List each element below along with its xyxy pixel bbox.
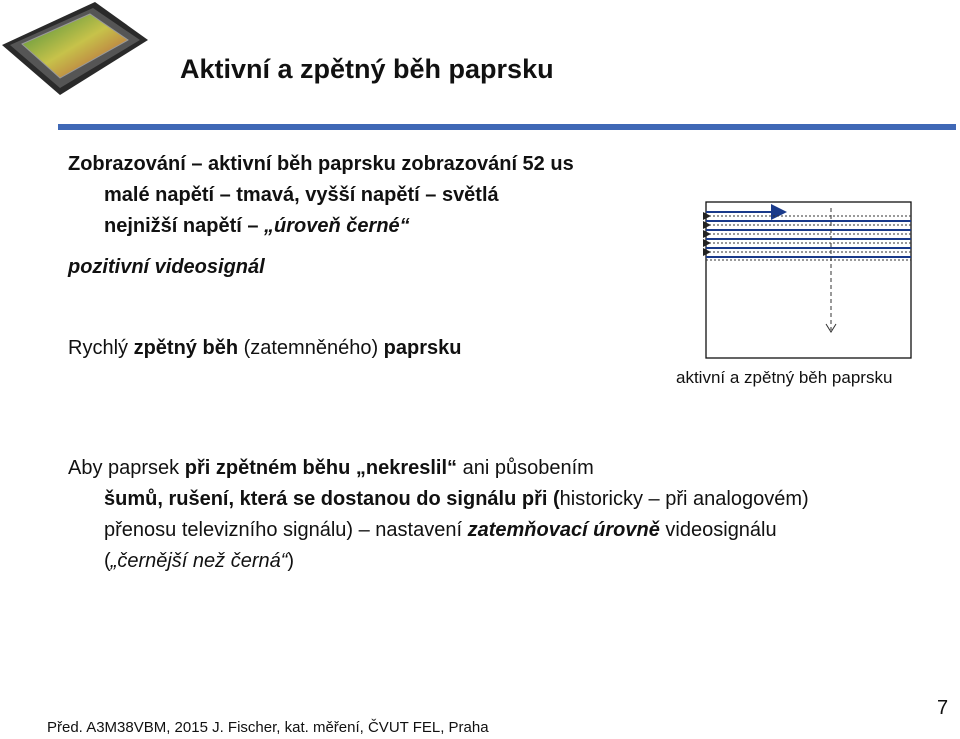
text-line-3-bold: nejnižší napětí –	[104, 215, 265, 237]
line9-a: (	[104, 550, 111, 572]
text-line-5	[68, 337, 461, 360]
line5-bold2: paprsku	[383, 337, 462, 359]
line7-b: historicky – při analogovém)	[559, 488, 809, 510]
raster-scan-diagram	[700, 200, 915, 360]
page-number: 7	[937, 697, 949, 719]
line6-b: při zpětném běhu „nekreslil“	[184, 457, 458, 479]
footer-text: Před. A3M38VBM, 2015 J. Fischer, kat. měření, ČVUT FEL, Praha	[47, 719, 489, 736]
text-line-1: Zobrazování – aktivní běh paprsku zobrazování 52 us	[68, 153, 574, 175]
line6-c: ani působením	[457, 457, 594, 479]
text-line-7	[104, 488, 809, 511]
line8-c: videosignálu	[659, 519, 777, 541]
text-line-3	[104, 215, 410, 238]
line9-c: )	[287, 550, 295, 572]
cmos-sensor-chip-icon	[0, 0, 150, 100]
line9-b: „černější než černá“	[110, 550, 288, 572]
text-line-4: pozitivní videosignál	[68, 256, 265, 278]
screen-frame	[706, 202, 911, 358]
line5-bold: zpětný běh	[133, 337, 239, 359]
text-line-8	[104, 519, 777, 542]
text-line-6	[68, 457, 594, 480]
text-line-9	[104, 550, 294, 573]
text-line-2: malé napětí – tmavá, vyšší napětí – světlá	[104, 184, 499, 206]
line7-a: šumů, rušení, která se dostanou do signálu při (	[104, 488, 560, 510]
line5-middle: (zatemněného)	[238, 337, 384, 359]
title-underline-bar	[58, 124, 956, 130]
diagram-caption: aktivní a zpětný běh paprsku	[676, 368, 893, 387]
line6-a: Aby paprsek	[68, 457, 185, 479]
line8-a: přenosu televizního signálu) – nastavení	[104, 519, 468, 541]
slide-title: Aktivní a zpětný běh paprsku	[180, 54, 554, 84]
line8-b: zatemňovací úrovně	[467, 519, 660, 541]
line5-prefix: Rychlý	[68, 337, 134, 359]
text-line-3-italic: „úroveň černé“	[264, 215, 410, 237]
